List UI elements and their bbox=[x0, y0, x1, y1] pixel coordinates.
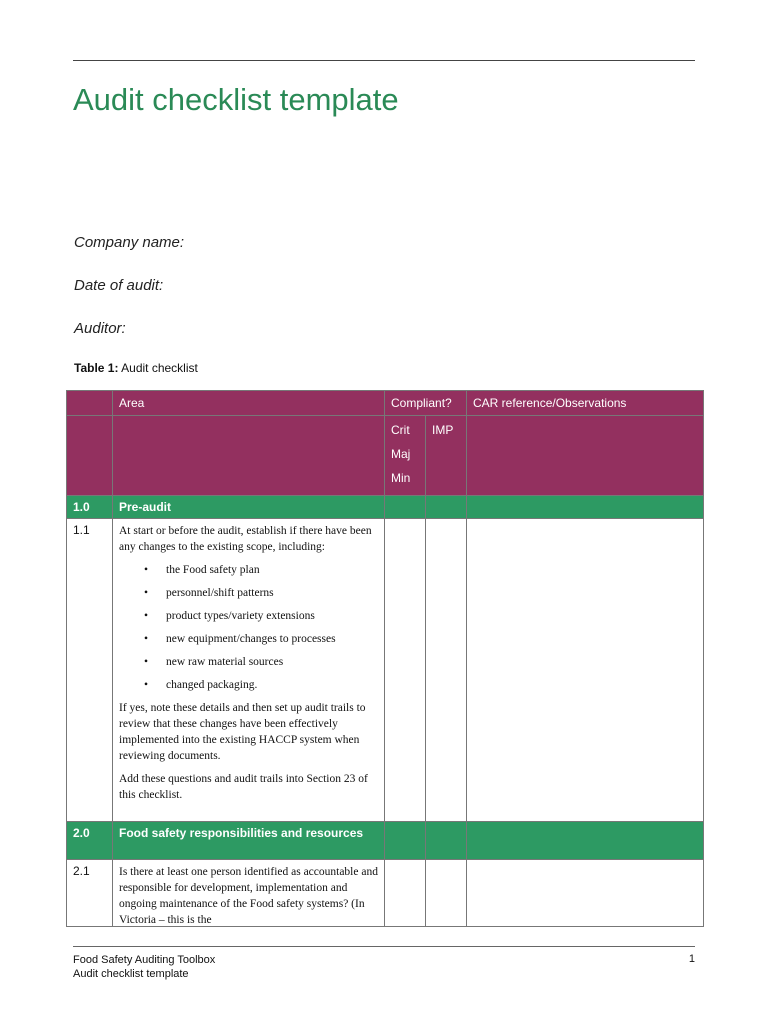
header-area: Area bbox=[119, 396, 145, 410]
section-cell bbox=[385, 496, 426, 519]
item-text-cell bbox=[113, 519, 385, 822]
header-row bbox=[67, 391, 704, 416]
header-compliant-cell bbox=[385, 391, 467, 416]
list-item-text: personnel/shift patterns bbox=[166, 587, 274, 599]
bullet-icon: • bbox=[144, 679, 149, 691]
header-car-cell bbox=[467, 391, 704, 416]
item-text-cell bbox=[113, 860, 385, 927]
list-item bbox=[144, 608, 378, 624]
header-car: CAR reference/Observations bbox=[473, 396, 627, 410]
checklist-row-2-1 bbox=[67, 860, 704, 927]
auditor-label: Auditor: bbox=[74, 320, 126, 337]
list-item-text: new equipment/changes to processes bbox=[166, 633, 336, 645]
audit-checklist-table bbox=[66, 390, 704, 927]
subheader-severity-cell bbox=[385, 416, 426, 496]
compliance-cell[interactable] bbox=[385, 860, 426, 927]
list-item-text: product types/variety extensions bbox=[166, 610, 315, 622]
bullet-icon: • bbox=[144, 656, 149, 668]
list-item bbox=[144, 562, 378, 578]
subheader-area-cell bbox=[113, 416, 385, 496]
item-intro: At start or before the audit, establish if there have been any changes to the existing scope, including: bbox=[119, 525, 372, 553]
imp-cell[interactable] bbox=[426, 860, 467, 927]
section-row-2 bbox=[67, 822, 704, 860]
bullet-icon: • bbox=[144, 564, 149, 576]
section-number: 2.0 bbox=[73, 826, 90, 840]
list-item bbox=[144, 654, 378, 670]
bullet-icon: • bbox=[144, 633, 149, 645]
table-caption-label: Table 1: bbox=[74, 361, 119, 375]
section-cell bbox=[467, 496, 704, 519]
compliance-cell[interactable] bbox=[385, 519, 426, 822]
item-paragraph-3: Add these questions and audit trails into Section 23 of this checklist. bbox=[119, 773, 368, 801]
list-item bbox=[144, 585, 378, 601]
item-paragraph-2: If yes, note these details and then set up audit trails to review that these changes have been effectively implemented into the existing HACCP system when reviewing documents. bbox=[119, 702, 366, 762]
header-crit: Crit bbox=[391, 423, 410, 437]
item-text: Is there at least one person identified as accountable and responsible for development, implementation and ongoing maintenance of the Food safety systems? (In Victoria – this is the bbox=[119, 866, 378, 925]
header-area-cell bbox=[113, 391, 385, 416]
scope-change-list bbox=[119, 562, 378, 693]
section-number-cell bbox=[67, 496, 113, 519]
subheader-imp-cell bbox=[426, 416, 467, 496]
company-name-label: Company name: bbox=[74, 234, 185, 251]
footer-rule bbox=[73, 946, 695, 947]
section-title-cell bbox=[113, 496, 385, 519]
table-caption bbox=[74, 361, 198, 375]
section-cell bbox=[385, 822, 426, 860]
header-compliant: Compliant? bbox=[391, 396, 452, 410]
section-cell bbox=[426, 496, 467, 519]
header-imp: IMP bbox=[432, 423, 454, 437]
item-number-cell bbox=[67, 519, 113, 822]
header-maj: Maj bbox=[391, 447, 411, 461]
section-title: Food safety responsibilities and resources bbox=[119, 826, 364, 840]
subheader-number-cell bbox=[67, 416, 113, 496]
section-title-cell bbox=[113, 822, 385, 860]
section-row-1 bbox=[67, 496, 704, 519]
section-number: 1.0 bbox=[73, 500, 90, 514]
item-number-cell bbox=[67, 860, 113, 927]
table-caption-text: Audit checklist bbox=[118, 361, 198, 375]
page-number: 1 bbox=[688, 953, 695, 965]
imp-cell[interactable] bbox=[426, 519, 467, 822]
list-item bbox=[144, 677, 378, 693]
section-cell bbox=[426, 822, 467, 860]
footer-line-2: Audit checklist template bbox=[73, 968, 189, 980]
list-item-text: new raw material sources bbox=[166, 656, 284, 668]
footer bbox=[73, 953, 215, 981]
observation-cell[interactable] bbox=[467, 519, 704, 822]
section-number-cell bbox=[67, 822, 113, 860]
section-title: Pre-audit bbox=[119, 500, 172, 514]
bullet-icon: • bbox=[144, 610, 149, 622]
header-min: Min bbox=[391, 471, 411, 485]
list-item bbox=[144, 631, 378, 647]
date-of-audit-label: Date of audit: bbox=[74, 277, 164, 294]
footer-line-1: Food Safety Auditing Toolbox bbox=[73, 954, 216, 966]
page-title: Audit checklist template bbox=[73, 82, 399, 117]
item-number: 1.1 bbox=[73, 523, 90, 537]
bullet-icon: • bbox=[144, 587, 149, 599]
item-number: 2.1 bbox=[73, 864, 90, 878]
list-item-text: changed packaging. bbox=[166, 679, 258, 691]
checklist-row-1-1 bbox=[67, 519, 704, 822]
list-item-text: the Food safety plan bbox=[166, 564, 260, 576]
header-number-cell bbox=[67, 391, 113, 416]
section-cell bbox=[467, 822, 704, 860]
observation-cell[interactable] bbox=[467, 860, 704, 927]
top-rule bbox=[73, 60, 695, 61]
subheader-car-cell bbox=[467, 416, 704, 496]
subheader-row bbox=[67, 416, 704, 496]
